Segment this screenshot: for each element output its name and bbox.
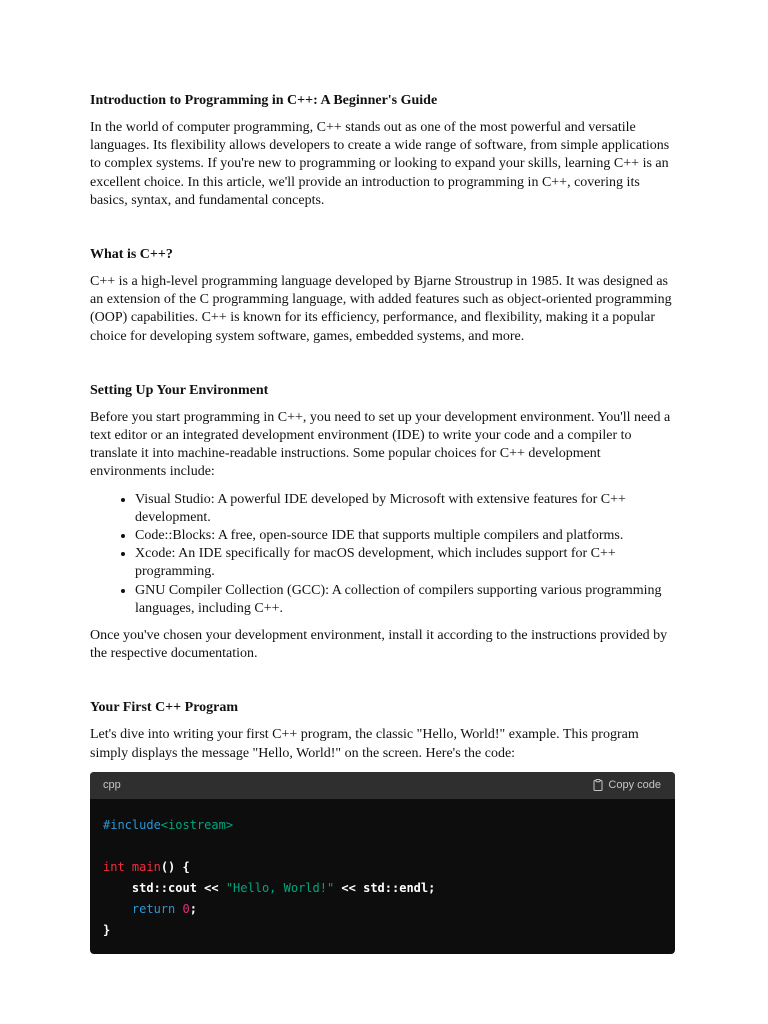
code-semicolon: ; <box>189 901 197 916</box>
section-heading-first-program: Your First C++ Program <box>90 700 239 716</box>
clipboard-icon <box>593 779 603 791</box>
code-string: "Hello, World!" <box>225 880 335 895</box>
code-block <box>90 772 675 954</box>
code-line-4 <box>103 878 662 899</box>
code-line-6 <box>103 920 662 941</box>
code-line-3 <box>103 857 662 878</box>
section-body-first-program: Let's dive into writing your first C++ program, the classic "Hello, World!" example. This program simply displays the message "Hello, World!" on the screen. Here's the code: <box>90 727 639 761</box>
code-stream-tail: << std::endl; <box>334 880 436 895</box>
code-stream: std::cout << <box>131 880 226 895</box>
code-language-label: cpp <box>103 779 121 792</box>
code-keyword: return <box>131 901 176 916</box>
code-number: 0 <box>182 901 190 916</box>
copy-code-button[interactable] <box>593 779 661 791</box>
section-after-setup: Once you've chosen your development environment, install it according to the instructions provided by the respective documentation. <box>90 628 668 662</box>
intro-paragraph: In the world of computer programming, C++ stands out as one of the most powerful and versatile languages. Its flexibility allows developers to create a wide range of software, from simple applications to complex systems. If you're new to programming or looking to expand your skills, learning C++ is an excellent choice. In this article, we'll provide an introduction to programming in C++, covering its basics, syntax, and fundamental concepts. <box>90 120 670 208</box>
code-body <box>90 799 675 954</box>
code-function-name: main <box>131 859 161 874</box>
code-punctuation: () { <box>160 859 190 874</box>
article <box>90 92 680 954</box>
section-body-what-is-cpp: C++ is a high-level programming language developed by Bjarne Stroustrup in 1985. It was designed as an extension of the C programming language, with added features such as object-oriented programming (OOP) capabilities. C++ is known for its efficiency, performance, and flexibility, making it a popular choice for developing system software, games, embedded systems, and more. <box>90 274 672 344</box>
code-line-1 <box>103 815 662 836</box>
section-heading-setup: Setting Up Your Environment <box>90 382 269 398</box>
code-line-2 <box>103 836 662 857</box>
section-heading-what-is-cpp: What is C++? <box>90 247 173 263</box>
code-line-5 <box>103 899 662 920</box>
article-title: Introduction to Programming in C++: A Beginner's Guide <box>90 93 438 108</box>
code-closing-brace: } <box>103 922 111 937</box>
code-block-header <box>90 772 675 799</box>
copy-code-label: Copy code <box>608 779 661 792</box>
list-item: • GNU Compiler Collection (GCC): A collection of compilers supporting various programming languages, including C++. <box>135 582 680 618</box>
list-item: • Code::Blocks: A free, open-source IDE that supports multiple compilers and platforms. <box>135 527 680 545</box>
list-item: • Visual Studio: A powerful IDE developed by Microsoft with extensive features for C++ development. <box>135 491 680 527</box>
code-header-name: <iostream> <box>160 817 234 832</box>
list-item: • Xcode: An IDE specifically for macOS development, which includes support for C++ programming. <box>135 545 680 581</box>
ide-list <box>90 491 680 618</box>
code-type: int <box>103 859 125 874</box>
code-directive: #include <box>103 817 161 832</box>
section-body-setup: Before you start programming in C++, you need to set up your development environment. You'll need a text editor or an integrated development environment (IDE) to write your code and a compiler to translate it into machine-readable instructions. Some popular choices for C++ development environments include: <box>90 409 671 480</box>
